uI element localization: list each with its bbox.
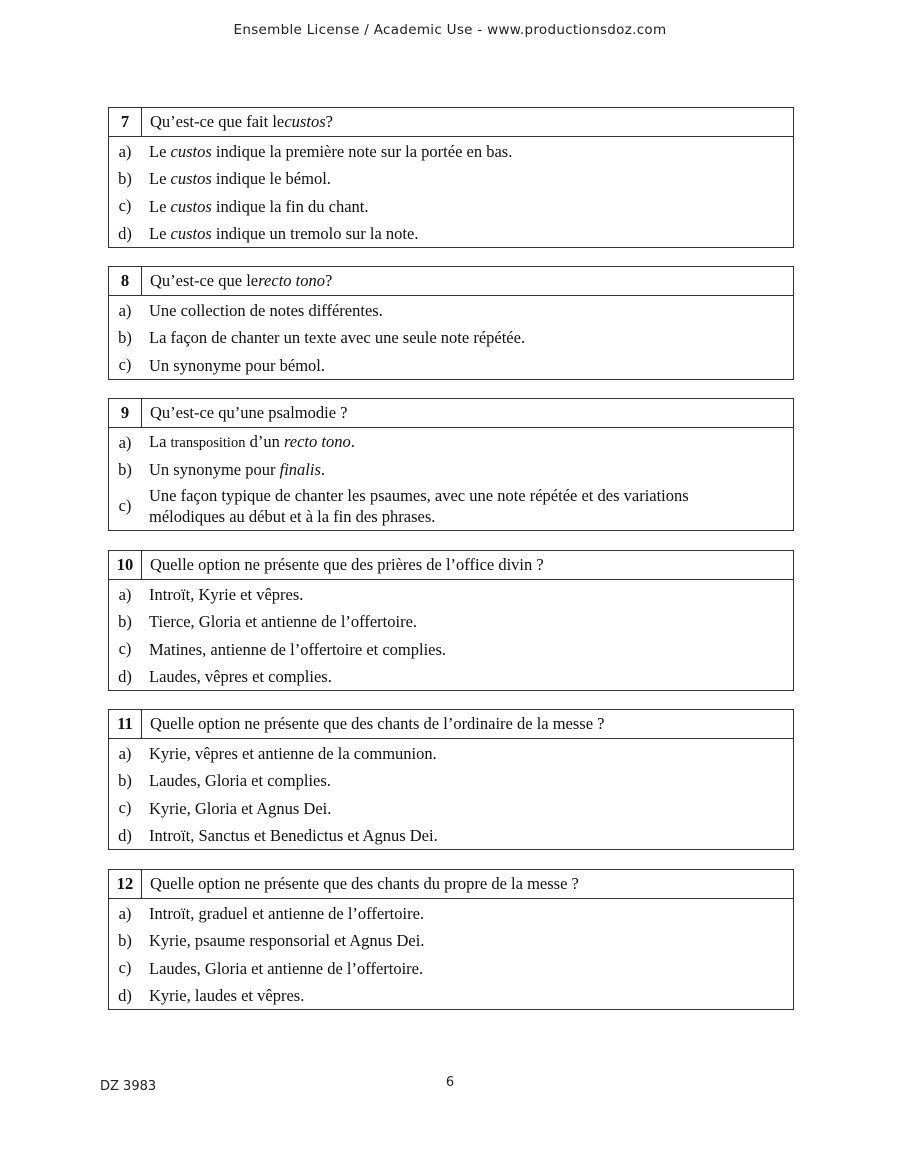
question-block-7 xyxy=(108,107,794,248)
option-text: Matines, antienne de l’offertoire et complies. xyxy=(149,639,447,659)
option-label: b) xyxy=(118,327,132,347)
page-number: 6 xyxy=(445,1075,455,1090)
option-a xyxy=(109,429,793,456)
option-c xyxy=(109,193,793,220)
options-list xyxy=(109,580,793,690)
option-label: b) xyxy=(118,459,132,479)
option-text: Introït, Sanctus et Benedictus et Agnus Dei. xyxy=(149,826,438,846)
option-label: a) xyxy=(118,432,132,452)
option-text: La transposition d’un recto tono. xyxy=(149,432,355,452)
option-b xyxy=(109,456,793,483)
option-label: b) xyxy=(118,611,132,631)
option-c xyxy=(109,636,793,663)
option-text: Introït, graduel et antienne de l’offertoire. xyxy=(149,904,425,924)
question-block-10 xyxy=(108,550,794,691)
question-block-8 xyxy=(108,266,794,380)
option-a xyxy=(109,740,793,767)
option-text: Tierce, Gloria et antienne de l’offertoire. xyxy=(149,612,418,632)
question-number: 8 xyxy=(109,267,142,295)
question-header xyxy=(109,870,793,899)
options-list xyxy=(109,739,793,849)
option-text: Le custos indique la fin du chant. xyxy=(149,196,369,216)
option-text: Laudes, Gloria et complies. xyxy=(149,771,331,791)
question-header xyxy=(109,267,793,296)
option-label: a) xyxy=(118,743,132,763)
question-header xyxy=(109,710,793,739)
option-label: d) xyxy=(118,223,132,243)
option-label: a) xyxy=(118,903,132,923)
option-text: Une collection de notes différentes. xyxy=(149,301,383,321)
question-header xyxy=(109,551,793,580)
option-label: c) xyxy=(118,196,132,216)
document-code: DZ 3983 xyxy=(100,1079,157,1094)
option-label: a) xyxy=(118,141,132,161)
question-header xyxy=(109,399,793,428)
option-label: c) xyxy=(118,639,132,659)
option-a xyxy=(109,297,793,324)
license-header: Ensemble License / Academic Use - www.productionsdoz.com xyxy=(233,22,667,38)
option-text: Le custos indique le bémol. xyxy=(149,169,331,189)
question-text: Qu’est-ce que le recto tono ? xyxy=(150,271,333,290)
option-text: Le custos indique un tremolo sur la note. xyxy=(149,224,419,244)
option-d xyxy=(109,822,793,849)
question-number: 9 xyxy=(109,399,142,427)
option-text: Un synonyme pour bémol. xyxy=(149,355,325,375)
option-text: Le custos indique la première note sur la portée en bas. xyxy=(149,142,513,162)
option-c xyxy=(109,352,793,379)
options-list xyxy=(109,899,793,1009)
question-block-12 xyxy=(108,869,794,1010)
option-c xyxy=(109,795,793,822)
option-label: b) xyxy=(118,770,132,790)
option-label: c) xyxy=(118,355,132,375)
option-label: b) xyxy=(118,930,132,950)
option-label: c) xyxy=(118,495,132,515)
option-a xyxy=(109,900,793,927)
option-text: Kyrie, psaume responsorial et Agnus Dei. xyxy=(149,931,425,951)
option-label: c) xyxy=(118,958,132,978)
option-c xyxy=(109,484,793,530)
option-b xyxy=(109,608,793,635)
option-text: Laudes, vêpres et complies. xyxy=(149,667,332,687)
option-b xyxy=(109,767,793,794)
question-text: Quelle option ne présente que des chants de l’ordinaire de la messe ? xyxy=(150,714,605,733)
question-number: 10 xyxy=(109,551,142,579)
option-b xyxy=(109,165,793,192)
option-d xyxy=(109,663,793,690)
question-block-9 xyxy=(108,398,794,531)
question-text: Quelle option ne présente que des chants du propre de la messe ? xyxy=(150,874,579,893)
options-list xyxy=(109,137,793,247)
option-b xyxy=(109,324,793,351)
option-label: d) xyxy=(118,825,132,845)
option-text: Laudes, Gloria et antienne de l’offertoire. xyxy=(149,958,424,978)
option-label: a) xyxy=(118,584,132,604)
question-number: 12 xyxy=(109,870,142,898)
option-text: Un synonyme pour finalis. xyxy=(149,460,326,480)
option-label: c) xyxy=(118,798,132,818)
options-list xyxy=(109,428,793,530)
question-text: Qu’est-ce qu’une psalmodie ? xyxy=(150,403,348,422)
option-b xyxy=(109,927,793,954)
option-d xyxy=(109,220,793,247)
question-text: Quelle option ne présente que des prières de l’office divin ? xyxy=(150,555,544,574)
options-list xyxy=(109,296,793,379)
option-d xyxy=(109,982,793,1009)
question-block-11 xyxy=(108,709,794,850)
option-text: Kyrie, Gloria et Agnus Dei. xyxy=(149,798,332,818)
option-label: d) xyxy=(118,666,132,686)
question-number: 7 xyxy=(109,108,142,136)
option-c xyxy=(109,955,793,982)
option-a xyxy=(109,581,793,608)
option-label: b) xyxy=(118,168,132,188)
option-text: Une façon typique de chanter les psaumes, avec une note répétée et des variations mélodiques au début et à la fin des phrases. xyxy=(149,485,689,526)
option-text: Kyrie, laudes et vêpres. xyxy=(149,986,305,1006)
option-a xyxy=(109,138,793,165)
question-number: 11 xyxy=(109,710,142,738)
question-text: Qu’est-ce que fait le custos ? xyxy=(150,112,333,131)
option-text: La façon de chanter un texte avec une seule note répétée. xyxy=(149,328,526,348)
question-header xyxy=(109,108,793,137)
option-label: d) xyxy=(118,985,132,1005)
option-text: Kyrie, vêpres et antienne de la communion. xyxy=(149,744,437,764)
option-label: a) xyxy=(118,300,132,320)
option-text: Introït, Kyrie et vêpres. xyxy=(149,585,304,605)
